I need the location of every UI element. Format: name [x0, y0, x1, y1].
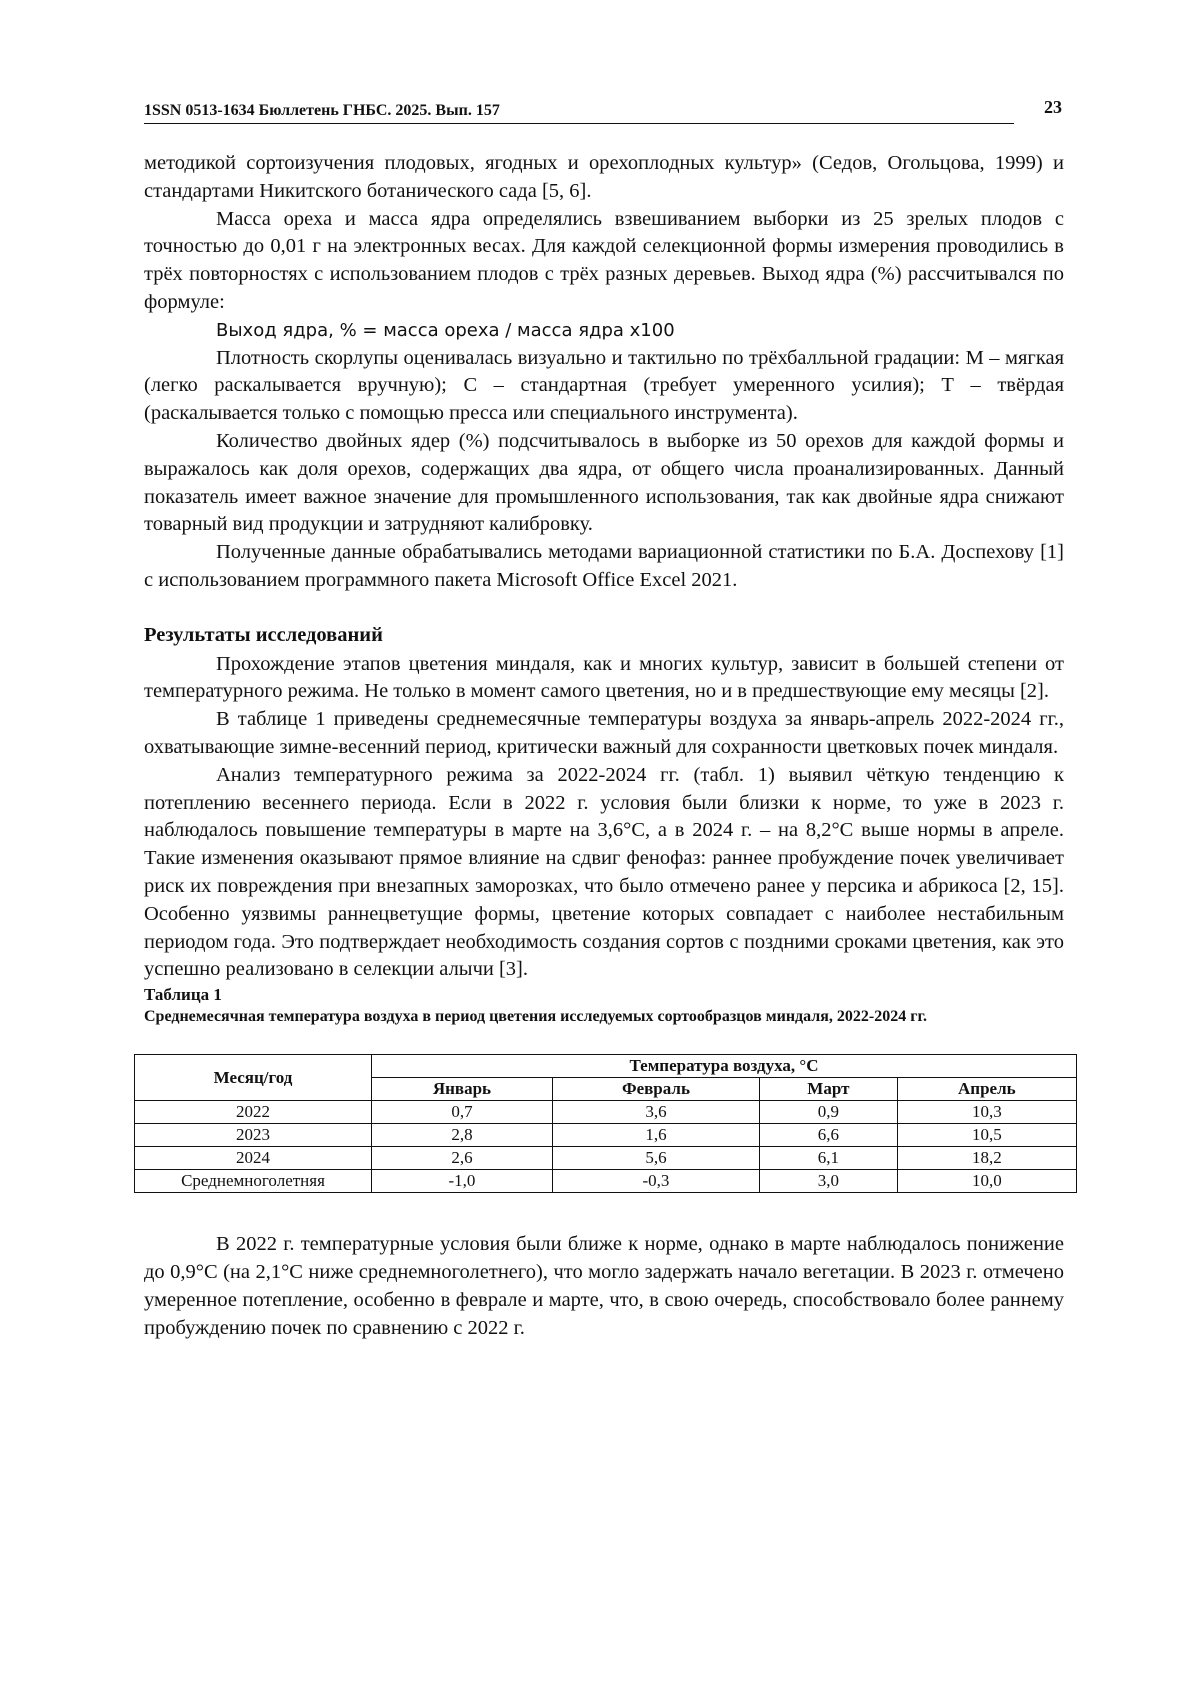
temperature-table	[134, 1054, 1077, 1193]
table-cell: 6,1	[760, 1147, 898, 1170]
paragraph: Плотность скорлупы оценивалась визуально и тактильно по трёхбалльной градации: М – мягкая (легко раскалывается вручную); С – стандартная (требует умеренного усилия); Т – твёрдая (раскалывается только с помощью пресса или специального инструмента).	[144, 346, 1064, 425]
table-cell: 3,6	[552, 1101, 759, 1124]
column-header: Апрель	[897, 1078, 1076, 1101]
paragraph: В таблице 1 приведены среднемесячные температуры воздуха за январь-апрель 2022-2024 гг., охватывающие зимне-весенний период, критически важный для сохранности цветковых почек миндаля.	[144, 708, 1064, 758]
row-label: 2022	[135, 1101, 372, 1124]
table-row	[135, 1147, 1077, 1170]
table-row	[135, 1124, 1077, 1147]
table-cell: -1,0	[372, 1170, 553, 1193]
paragraph: В 2022 г. температурные условия были ближе к норме, однако в марте наблюдалось понижение до 0,9°С (на 2,1°С ниже среднемноголетнего), что могло задержать начало вегетации. В 2023 г. отмечено умеренное потепление, особенно в феврале и марте, что, в свою очередь, способствовало более раннему пробуждению почек по сравнению с 2022 г.	[144, 1233, 1064, 1339]
row-label: Среднемноголетняя	[135, 1170, 372, 1193]
formula: Выход ядра, % = масса ореха / масса ядра x100	[216, 319, 675, 341]
row-header-cell: Месяц/год	[135, 1055, 372, 1101]
column-header: Февраль	[552, 1078, 759, 1101]
table-cell: 6,6	[760, 1124, 898, 1147]
table-caption: Среднемесячная температура воздуха в период цветения исследуемых сортообразцов миндаля, 2022-2024 гг.	[144, 1008, 927, 1026]
table-row	[135, 1101, 1077, 1124]
column-header: Март	[760, 1078, 898, 1101]
table-cell: 0,7	[372, 1101, 553, 1124]
paragraph: Полученные данные обрабатывались методами вариационной статистики по Б.А. Доспехову [1] с использованием программного пакета Microsoft Office Excel 2021.	[144, 541, 1064, 591]
paragraph: методикой сортоизучения плодовых, ягодных и орехоплодных культур» (Седов, Огольцова, 1999) и стандартами Никитского ботанического сада [5, 6].	[144, 152, 1064, 202]
paragraph: Количество двойных ядер (%) подсчитывалось в выборке из 50 орехов для каждой формы и выражалось как доля орехов, содержащих два ядра, от общего числа проанализированных. Данный показатель имеет важное значение для промышленного использования, так как двойные ядра снижают товарный вид продукции и затрудняют калибровку.	[144, 429, 1064, 536]
table-cell: 2,6	[372, 1147, 553, 1170]
table-cell: -0,3	[552, 1170, 759, 1193]
table-cell: 1,6	[552, 1124, 759, 1147]
column-header: Январь	[372, 1078, 553, 1101]
table-row	[135, 1170, 1077, 1193]
paragraph: Прохождение этапов цветения миндаля, как и многих культур, зависит в большей степени от температурного режима. Не только в момент самого цветения, но и в предшествующие ему месяцы [2].	[144, 652, 1064, 703]
table-cell: 0,9	[760, 1101, 898, 1124]
table-cell: 10,5	[897, 1124, 1076, 1147]
table-cell: 10,0	[897, 1170, 1076, 1193]
section-heading: Результаты исследований	[144, 623, 383, 646]
article-body	[144, 150, 1064, 1342]
paragraph: Анализ температурного режима за 2022-2024 гг. (табл. 1) выявил чёткую тенденцию к потеплению весеннего периода. Если в 2022 г. условия были близки к норме, то уже в 2023 г. наблюдалось повышение температуры в марте на 3,6°С, а в 2024 г. – на 8,2°С выше нормы в апреле. Такие изменения оказывают прямое влияние на сдвиг фенофаз: раннее пробуждение почек увеличивает риск их повреждения при внезапных заморозках, что было отмечено ранее у персика и абрикоса [2, 15]. Особенно уязвимы раннецветущие формы, цветение которых совпадает с наиболее нестабильным периодом года. Это подтверждает необходимость создания сортов с поздними сроками цветения, как это успешно реализовано в селекции алычи [3].	[144, 763, 1064, 981]
row-label: 2024	[135, 1147, 372, 1170]
table-cell: 3,0	[760, 1170, 898, 1193]
table-header-row	[135, 1055, 1077, 1078]
row-label: 2023	[135, 1124, 372, 1147]
table-label: Таблица 1	[144, 985, 222, 1005]
page-header	[144, 96, 1062, 124]
group-header-cell: Температура воздуха, °С	[372, 1055, 1077, 1078]
paragraph: Масса ореха и масса ядра определялись взвешиванием выборки из 25 зрелых плодов с точностью до 0,01 г на электронных весах. Для каждой селекционной формы измерения проводились в трёх повторностях с использованием плодов с трёх разных деревьев. Выход ядра (%) рассчитывался по формуле:	[144, 207, 1064, 313]
table-cell: 5,6	[552, 1147, 759, 1170]
table-cell: 10,3	[897, 1101, 1076, 1124]
journal-title: 1SSN 0513-1634 Бюллетень ГНБС. 2025. Вып. 157	[144, 100, 1014, 124]
table-cell: 2,8	[372, 1124, 553, 1147]
page-number: 23	[1044, 97, 1062, 117]
table-cell: 18,2	[897, 1147, 1076, 1170]
